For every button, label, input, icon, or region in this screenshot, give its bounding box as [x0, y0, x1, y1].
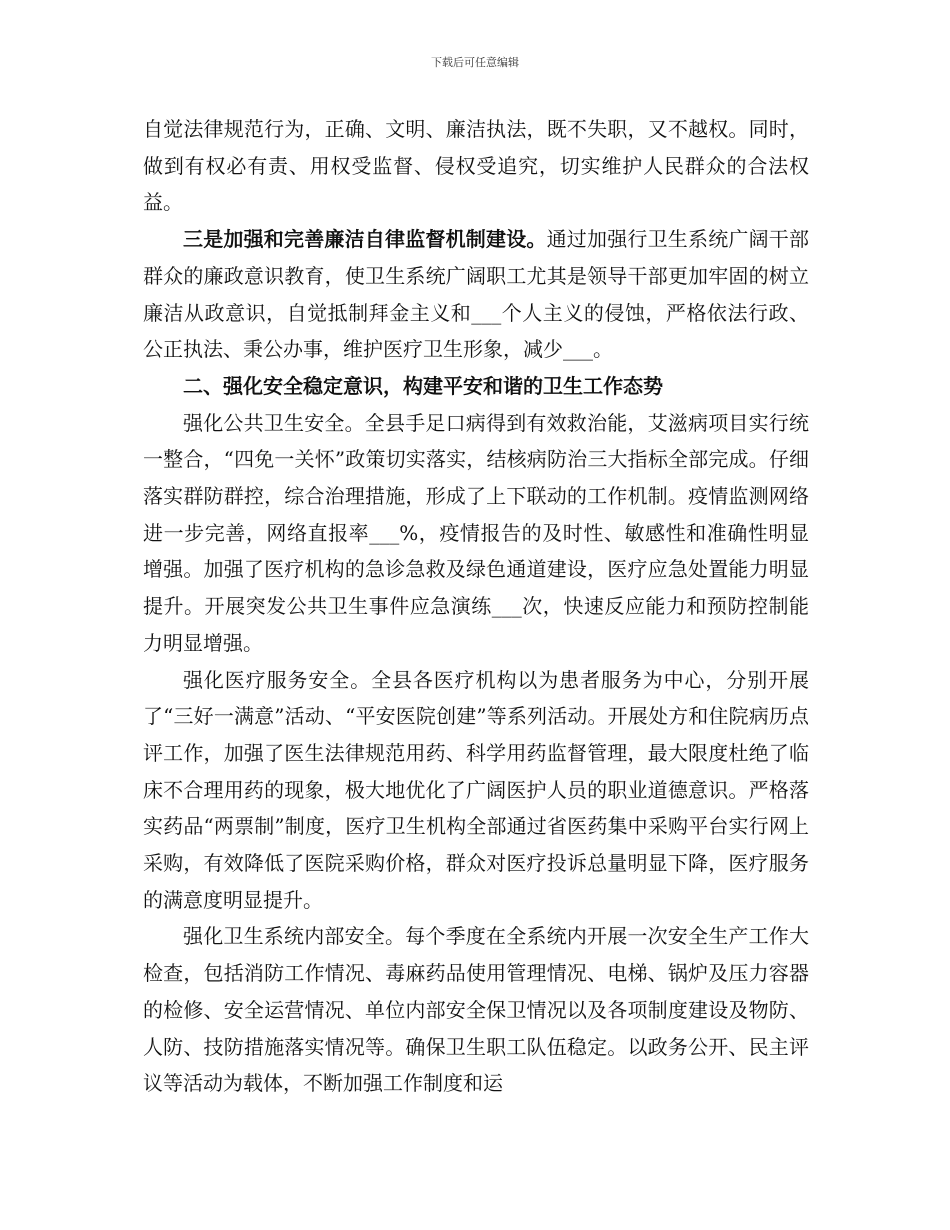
paragraph-1: 自觉法律规范行为，正确、文明、廉洁执法，既不失职，又不越权。同时，做到有权必有责、用权受监督、侵权受追究，切实维护人民群众的合法权益。	[143, 117, 809, 215]
paragraph-2	[143, 221, 809, 368]
paragraph-5: 强化卫生系统内部安全。每个季度在全系统内开展一次安全生产工作大检查，包括消防工作情况、毒麻药品使用管理情况、电梯、锅炉及压力容器的检修、安全运营情况、单位内部安全保卫情况以及各项制度建设及物防、人防、技防措施落实情况等。确保卫生职工队伍稳定。以政务公开、民主评议等活动为载体，不断加强工作制度和运	[143, 924, 809, 1096]
page-header: 下载后可任意编辑	[431, 56, 519, 69]
paragraph-3: 强化公共卫生安全。全县手足口病得到有效救治能，艾滋病项目实行统一整合，“四免一关怀”政策切实落实，结核病防治三大指标全部完成。仔细落实群防群控，综合治理措施，形成了上下联动的工作机制。疫情监测网络进一步完善，网络直报率___%，疫情报告的及时性、敏感性和准确性明显增强。加强了医疗机构的急诊急救及绿色通道建设，医疗应急处置能力明显提升。开展突发公共卫生事件应急演练___次，快速反应能力和预防控制能力明显增强。	[143, 410, 809, 655]
document-body	[143, 111, 809, 1102]
paragraph-2-body: 通过加强行卫生系统广阔干部群众的廉政意识教育，使卫生系统广阔职工尤其是领导干部更加牢固的树立廉洁从政意识，自觉抵制拜金主义和___个人主义的侵蚀，严格依法行政、公正执法、秉公办事，维护医疗卫生形象，减少___。	[143, 227, 810, 362]
paragraph-2-lead: 三是加强和完善廉洁自律监督机制建设。	[183, 227, 547, 252]
paragraph-4: 强化医疗服务安全。全县各医疗机构以为患者服务为中心，分别开展了“三好一满意”活动、“平安医院创建”等系列活动。开展处方和住院病历点评工作，加强了医生法律规范用药、科学用药监督管理，最大限度杜绝了临床不合理用药的现象，极大地优化了广阔医护人员的职业道德意识。严格落实药品“两票制”制度，医疗卫生机构全部通过省医药集中采购平台实行网上采购，有效降低了医院采购价格，群众对医疗投诉总量明显下降，医疗服务的满意度明显提升。	[143, 667, 809, 912]
section-heading-2: 二、强化安全稳定意识，构建平安和谐的卫生工作态势	[183, 373, 663, 398]
